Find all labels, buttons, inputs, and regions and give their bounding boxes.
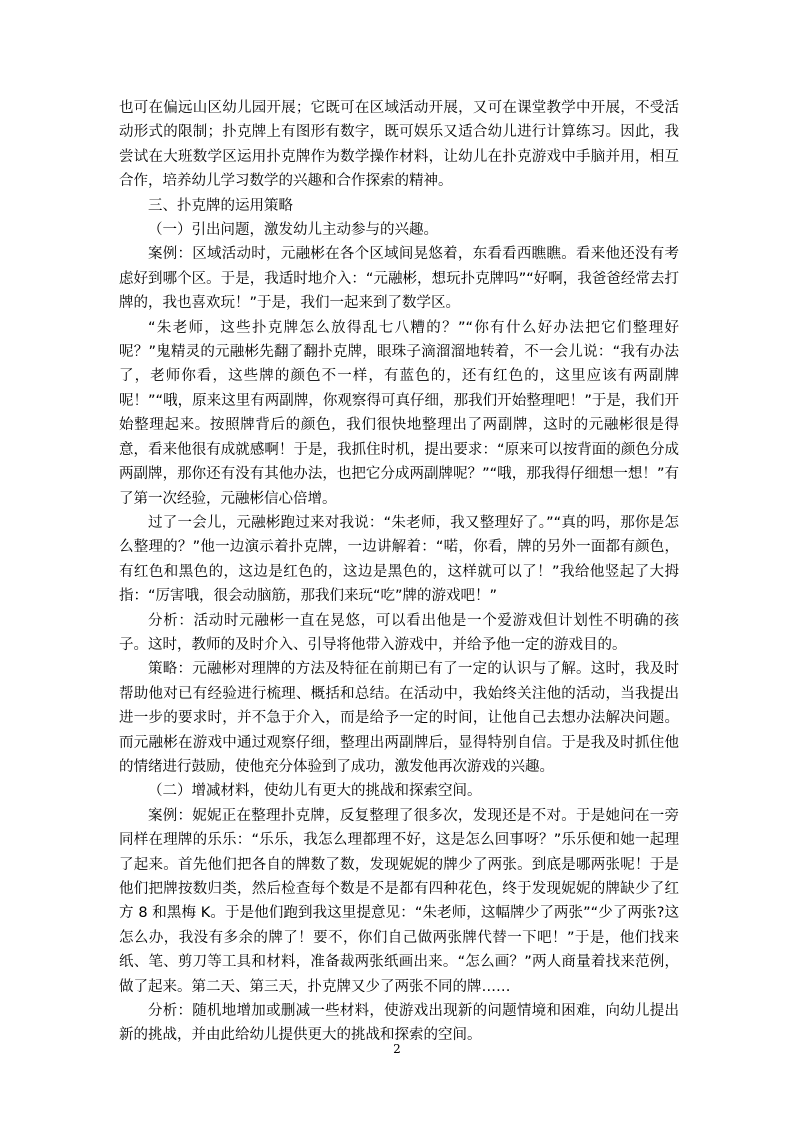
section-heading-strategies: 三、扑克牌的运用策略 (148, 197, 293, 214)
paragraph-case-2: 案例：妮妮正在整理扑克牌，反复整理了很多次，发现还是不对。于是她问在一旁同样在理牌的乐乐：“乐乐，我怎么理都理不好，这是怎么回事呀？”乐乐便和她一起理了起来。首先他们把各自的牌数了数，发现妮妮的牌少了两张。到底是哪两张呢！于是他们把牌按数归类，然后检查每个数是不是都有四种花色，终于发现妮妮的牌缺少了红方 8 和黑梅 K。于是他们跑到我这里提意见：“朱老师，这幅牌少了两张”“少了两张?这怎么办，我没有多余的牌了！要不，你们自己做两张牌代替一下吧！”于是，他们找来纸、笔、剪刀等工具和材料，准备裁两张纸画出来。“怎么画？”两人商量着找来范例，做了起来。第二天、第三天，扑克牌又少了两张不同的牌…… (119, 807, 679, 995)
paragraph-analysis-1: 分析：活动时元融彬一直在晃悠，可以看出他是一个爱游戏但计划性不明确的孩子。这时，教师的及时介入、引导将他带入游戏中，并给予他一定的游戏目的。 (119, 612, 679, 653)
paragraph-case-1-followup: 过了一会儿，元融彬跑过来对我说：“朱老师，我又整理好了。”“真的吗，那你是怎么整理的？”他一边演示着扑克牌，一边讲解着：“喏，你看，牌的另外一面都有颜色，有红色和黑色的，这边是红色的，这边是黑色的，这样就可以了！”我给他竖起了大拇指：“厉害哦，很会动脑筋，那我们来玩“吃”牌的游戏吧！” (119, 514, 679, 605)
subheading-raise-questions: （一）引出问题，激发幼儿主动参与的兴趣。 (148, 222, 438, 239)
paragraph-case-1-dialogue: “朱老师，这些扑克牌怎么放得乱七八糟的？”“你有什么好办法把它们整理好呢？”鬼精灵的元融彬先翻了翻扑克牌，眼珠子滴溜溜地转着，不一会儿说：“我有办法了，老师你看，这些牌的颜色不一样，有蓝色的，还有红色的，这里应该有两副牌呢！”“哦，原来这里有两副牌，你观察得可真仔细，那我们开始整理吧！”于是，我们开始整理起来。按照牌背后的颜色，我们很快地整理出了两副牌，这时的元融彬很是得意，看来他很有成就感啊！于是，我抓住时机，提出要求：“原来可以按背面的颜色分成两副牌，那你还有没有其他办法，也把它分成两副牌呢？”“哦，那我得仔细想一想！”有了第一次经验，元融彬信心倍增。 (119, 319, 679, 507)
paragraph-strategy-1: 策略：元融彬对理牌的方法及特征在前期已有了一定的认识与了解。这时，我及时帮助他对已有经验进行梳理、概括和总结。在活动中，我始终关注他的活动，当我提出进一步的要求时，并不急于介入，而是给予一定的时间，让他自己去想办法解决问题。而元融彬在游戏中通过观察仔细，整理出两副牌后，显得特别自信。于是我及时抓住他的情绪进行鼓励，使他充分体验到了成功，激发他再次游戏的兴趣。 (119, 661, 679, 775)
subheading-adjust-materials: （二）增减材料，使幼儿有更大的挑战和探索空间。 (148, 783, 482, 800)
document-body (119, 96, 679, 1048)
page-number: 2 (393, 1042, 401, 1056)
paragraph-intro-continuation: 也可在偏远山区幼儿园开展；它既可在区域活动开展，又可在课堂教学中开展，不受活动形式的限制；扑克牌上有图形有数字，既可娱乐又适合幼儿进行计算练习。因此，我尝试在大班数学区运用扑克牌作为数学操作材料，让幼儿在扑克游戏中手脑并用，相互合作，培养幼儿学习数学的兴趣和合作探索的精神。 (119, 100, 679, 190)
paragraph-case-1: 案例：区域活动时，元融彬在各个区域间晃悠着，东看看西瞧瞧。看来他还没有考虑好到哪个区。于是，我适时地介入：“元融彬，想玩扑克牌吗”“好啊，我爸爸经常去打牌的，我也喜欢玩！”于是，我们一起来到了数学区。 (119, 246, 679, 312)
paragraph-analysis-2: 分析：随机地增加或删减一些材料，使游戏出现新的问题情境和困难，向幼儿提出新的挑战，并由此给幼儿提供更大的挑战和探索的空间。 (119, 1003, 679, 1044)
